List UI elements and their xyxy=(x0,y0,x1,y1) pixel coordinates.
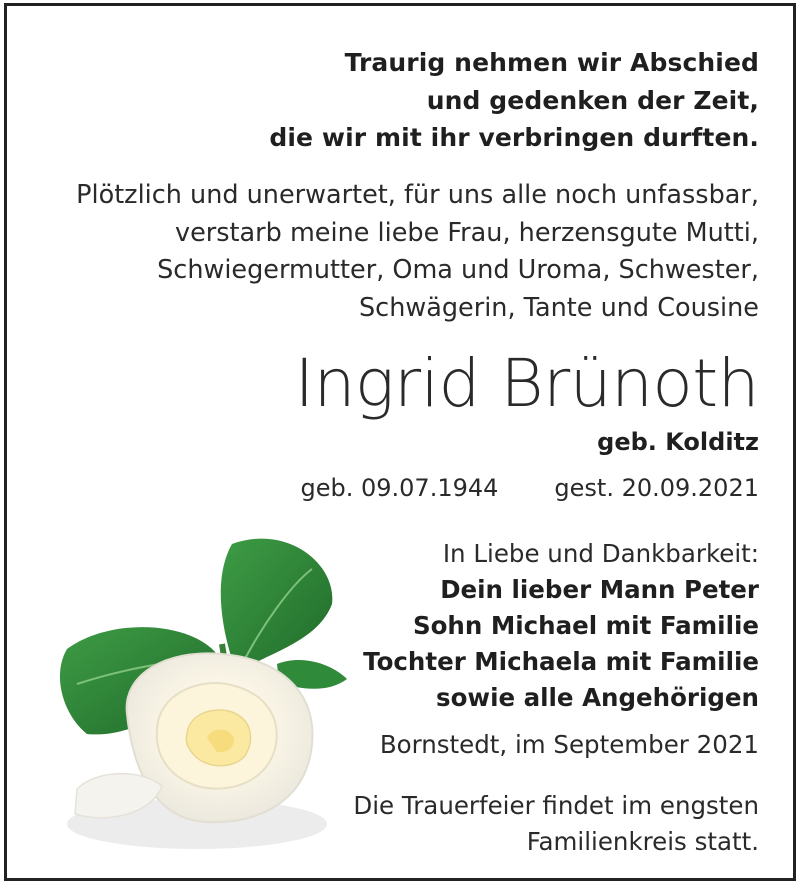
intro-line: und gedenken der Zeit, xyxy=(426,85,759,115)
mourners-lead: In Liebe und Dankbarkeit: xyxy=(442,539,759,568)
description-line: Schwiegermutter, Oma und Uroma, Schwester, xyxy=(157,255,759,285)
birth-date: geb. 09.07.1944 xyxy=(300,474,499,502)
leaf-top xyxy=(221,539,333,674)
intro-text xyxy=(269,44,759,157)
intro-line: Traurig nehmen wir Abschied xyxy=(344,48,759,77)
mourner: Sohn Michael mit Familie xyxy=(412,611,759,640)
description-text xyxy=(76,177,759,327)
obituary-card xyxy=(4,3,796,881)
mourners-list xyxy=(363,536,759,716)
funeral-note-line: Die Trauerfeier findet im engsten xyxy=(353,791,759,820)
life-dates xyxy=(301,470,760,506)
description-line: Plötzlich und unerwartet, für uns alle noch unfassbar, xyxy=(76,180,759,210)
deceased-name: Ingrid Brünoth xyxy=(294,345,759,422)
funeral-note-line: Familienkreis statt. xyxy=(526,827,759,856)
death-date: gest. 20.09.2021 xyxy=(554,474,759,502)
mourner: Tochter Michaela mit Familie xyxy=(363,647,759,676)
funeral-note xyxy=(353,788,759,860)
mourner: Dein lieber Mann Peter xyxy=(440,575,759,604)
intro-line: die wir mit ihr verbringen durften. xyxy=(269,123,759,152)
description-line: Schwägerin, Tante und Cousine xyxy=(358,292,759,323)
mourner: sowie alle Angehörigen xyxy=(436,683,759,712)
description-line: verstarb meine liebe Frau, herzensgute Mutti, xyxy=(175,217,759,248)
maiden-name: geb. Kolditz xyxy=(597,428,759,456)
white-rose-icon xyxy=(47,524,367,854)
place-date: Bornstedt, im September 2021 xyxy=(379,730,759,759)
